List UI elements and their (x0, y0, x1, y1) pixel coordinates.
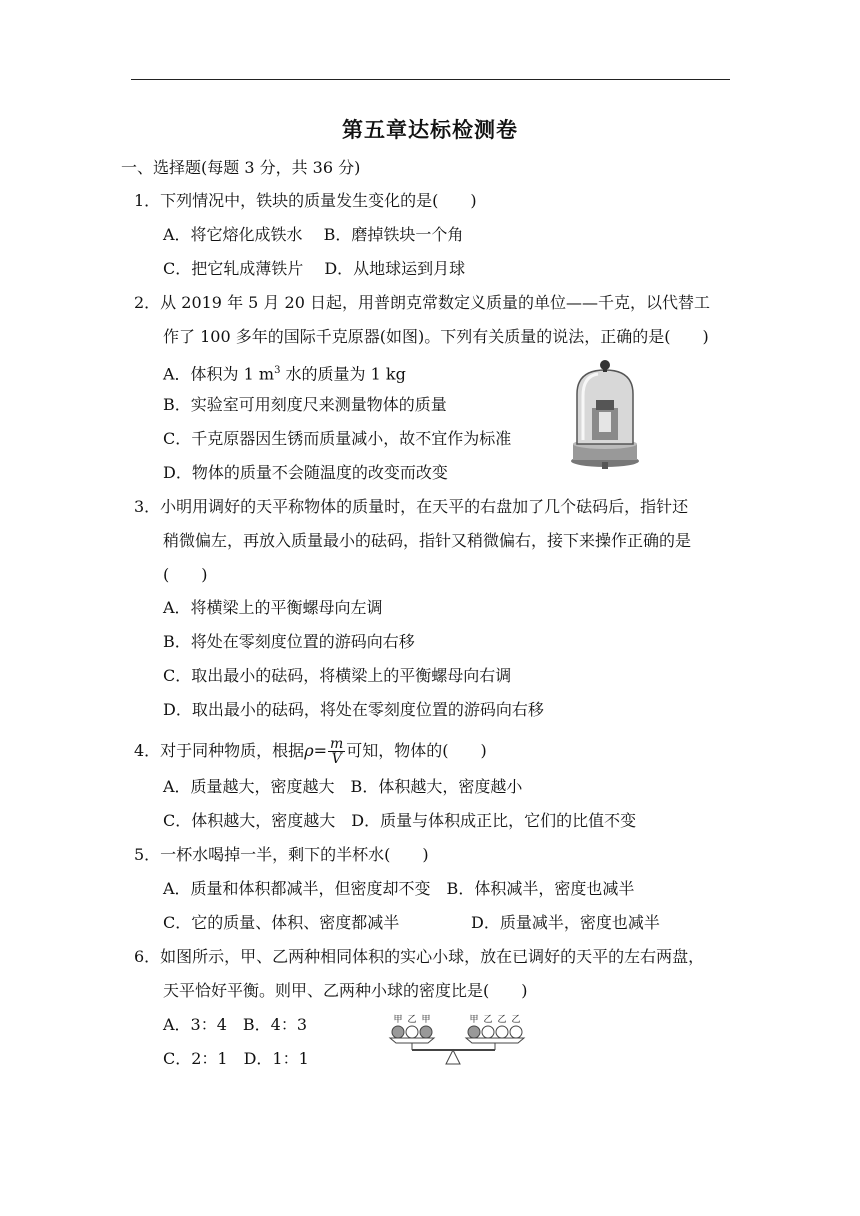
ball-label: 甲 (469, 1015, 479, 1025)
q3-option-a: A．将横梁上的平衡螺母向左调 (163, 598, 383, 617)
page-title: 第五章达标检测卷 (342, 118, 518, 142)
density-fraction: $\frac{m}{V}$ (330, 736, 344, 767)
q3-stem-line3: ( ) (163, 565, 208, 584)
q5-stem: 5．一杯水喝掉一半，剩下的半杯水( ) (134, 845, 429, 864)
q5-option-d: D．质量减半，密度也减半 (471, 913, 660, 932)
ball-jia (392, 1026, 404, 1038)
q4-stem: 4．对于同种物质，根据ρ= $\frac{m}{V}$ 可知，物体的( ) (134, 736, 487, 767)
q2-option-c: C．千克原器因生锈而质量减小，故不宜作为标准 (163, 429, 512, 448)
q3-option-b: B．将处在零刻度位置的游码向右移 (163, 632, 415, 651)
ball-label: 乙 (407, 1015, 417, 1025)
ball-yi (496, 1026, 508, 1038)
q1-stem: 1．下列情况中，铁块的质量发生变化的是( ) (134, 191, 477, 210)
header-rule (131, 79, 730, 80)
q2-option-b: B．实验室可用刻度尺来测量物体的质量 (163, 395, 447, 414)
q1-options-cd: C．把它轧成薄铁片 D．从地球运到月球 (163, 259, 466, 278)
ball-label: 乙 (511, 1015, 521, 1025)
ball-jia (420, 1026, 432, 1038)
kilogram-prototype-figure (568, 356, 642, 470)
ball-jia (468, 1026, 480, 1038)
q2-stem-line1: 2．从 2019 年 5 月 20 日起，用普朗克常数定义质量的单位——千克，以代替工 (134, 293, 710, 312)
q1-options-ab: A．将它熔化成铁水 B．磨掉铁块一个角 (163, 225, 464, 244)
q3-option-d: D．取出最小的砝码，将处在零刻度位置的游码向右移 (163, 700, 544, 719)
q2-stem-line2: 作了 100 多年的国际千克原器(如图)。下列有关质量的说法，正确的是( ) (163, 327, 709, 346)
ball-yi (510, 1026, 522, 1038)
q3-option-c: C．取出最小的砝码，将横梁上的平衡螺母向右调 (163, 666, 512, 685)
q5-options-ab: A．质量和体积都减半，但密度却不变 B．体积减半，密度也减半 (163, 879, 635, 898)
ball-label: 乙 (483, 1015, 493, 1025)
q4-options-cd: C．体积越大，密度越大 D．质量与体积成正比，它们的比值不变 (163, 811, 637, 830)
ball-label: 甲 (393, 1015, 403, 1025)
q3-stem-line2: 稍微偏左，再放入质量最小的砝码，指针又稍微偏右，接下来操作正确的是 (163, 531, 692, 550)
ball-label: 乙 (497, 1015, 507, 1025)
balance-scale-figure (388, 1012, 528, 1066)
section-heading: 一、选择题(每题 3 分，共 36 分) (121, 158, 361, 177)
q6-stem-line1: 6．如图所示，甲、乙两种相同体积的实心小球，放在已调好的天平的左右两盘， (134, 947, 705, 966)
ball-label: 甲 (421, 1015, 431, 1025)
q3-stem-line1: 3．小明用调好的天平称物体的质量时，在天平的右盘加了几个砝码后，指针还 (134, 497, 689, 516)
q4-options-ab: A．质量越大，密度越大 B．体积越大，密度越小 (163, 777, 523, 796)
q2-option-a: A．体积为 1 $m^3$ 水的质量为 1 kg (163, 364, 406, 384)
ball-yi (406, 1026, 418, 1038)
ball-yi (482, 1026, 494, 1038)
q6-options-ab: A．3：4 B．4：3 (163, 1015, 308, 1034)
q6-options-cd: C．2：1 D．1：1 (163, 1049, 309, 1068)
q2-option-d: D．物体的质量不会随温度的改变而改变 (163, 463, 448, 482)
q6-stem-line2: 天平恰好平衡。则甲、乙两种小球的密度比是( ) (163, 981, 528, 1000)
q5-option-c: C．它的质量、体积、密度都减半 (163, 913, 400, 932)
rho-symbol: ρ (304, 741, 314, 760)
